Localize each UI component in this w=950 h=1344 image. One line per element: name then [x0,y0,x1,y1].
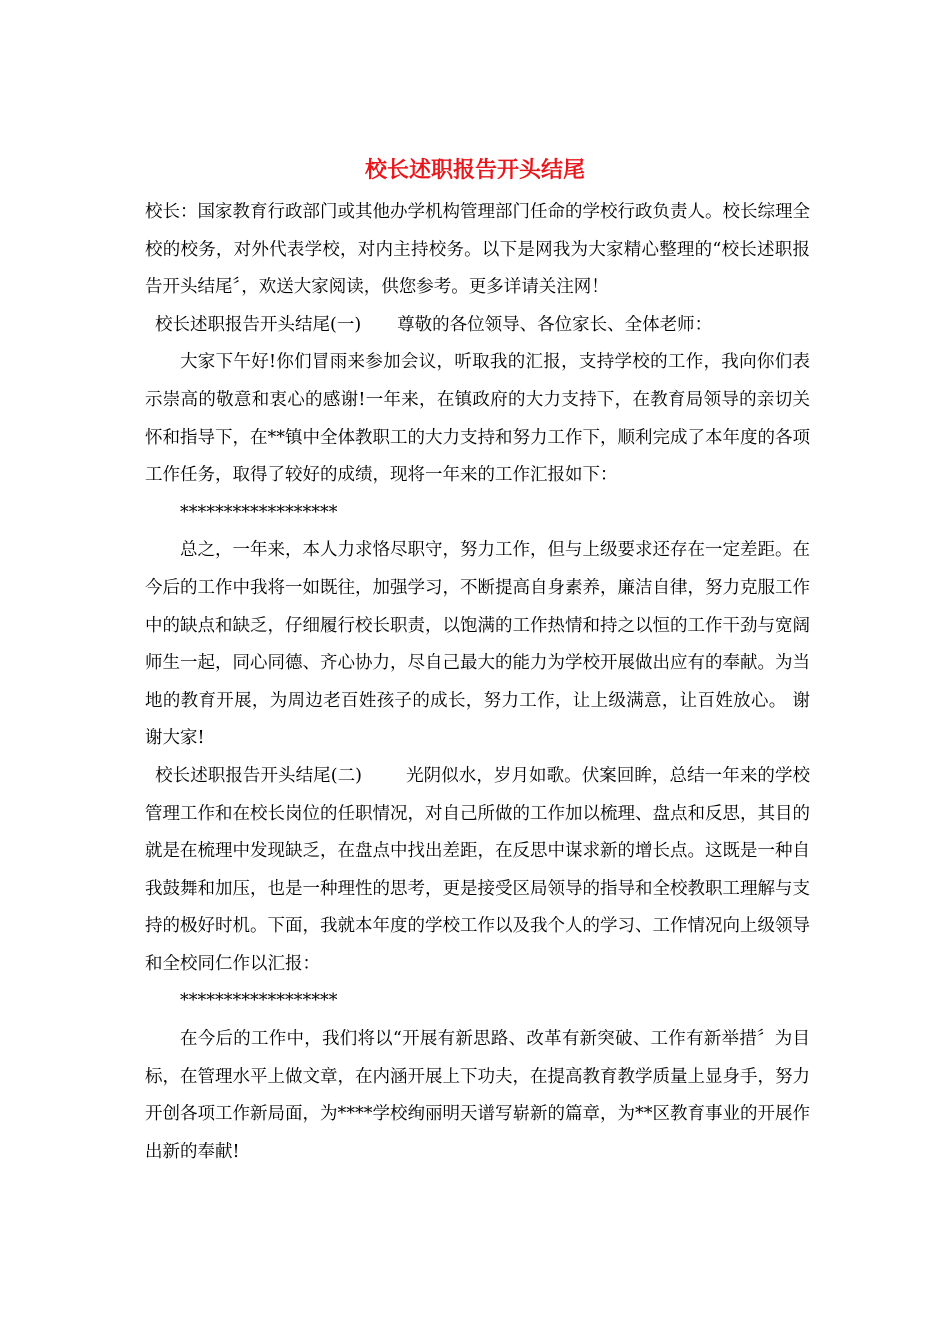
section1-paragraph-2: 总之，一年来，本人力求恪尽职守，努力工作，但与上级要求还存在一定差距。在今后的工作中我将一如既往，加强学习，不断提高自身素养，廉洁自律，努力克服工作中的缺点和缺乏，仔细履行校长职责，以饱满的工作热情和持之以恒的工作干劲与宽阔师生一起，同心同德、齐心协力，尽自己最大的能力为学校开展做出应有的奉献。为当地的教育开展，为周边老百姓孩子的成长，努力工作，让上级满意，让百姓放心。 谢谢大家! [145,540,810,749]
section2-paragraph-2: 在今后的工作中，我们将以“开展有新思路、改革有新突破、工作有新举措〞为目标，在管理水平上做文章，在内涵开展上下功夫，在提高教育教学质量上显身手，努力开创各项工作新局面，为****学校绚丽明天谱写崭新的篇章，为**区教育事业的开展作出新的奉献! [145,1029,810,1162]
section1-heading-line [145,307,810,345]
section1-paragraph-1: 大家下午好!你们冒雨来参加会议，听取我的汇报，支持学校的工作，我向你们表示崇高的敬意和衷心的感谢!一年来，在镇政府的大力支持下，在教育局领导的亲切关怀和指导下，在**镇中全体教职工的大力支持和努力工作下，顺利完成了本年度的各项工作任务，取得了较好的成绩，现将一年来的工作汇报如下： [145,352,810,486]
intro-paragraph: 校长：国家教育行政部门或其他办学机构管理部门任命的学校行政负责人。校长综理全校的校务，对外代表学校，对内主持校务。以下是网我为大家精心整理的“校长述职报告开头结尾〞，欢送大家阅读，供您参考。更多详请关注网！ [145,202,810,298]
section2-paragraph-1: 光阴似水，岁月如歌。伏案回眸，总结一年来的学校管理工作和在校长岗位的任职情况，对自己所做的工作加以梳理、盘点和反思，其目的就是在梳理中发现缺乏，在盘点中找出差距，在反思中谋求新的增长点。这既是一种自我鼓舞和加压，也是一种理性的思考，更是接受区局领导的指导和全校教职工理解与支持的极好时机。下面，我就本年度的学校工作以及我个人的学习、工作情况向上级领导和全校同仁作以汇报： [145,765,811,974]
section2-heading-paragraph [145,758,810,984]
section1-salutation: 尊敬的各位领导、各位家长、全体老师： [397,314,713,335]
section2-separator: ****************** [180,991,338,1012]
document-title: 校长述职报告开头结尾 [364,157,585,183]
document-body [145,194,810,1171]
section2-heading: 校长述职报告开头结尾(二) [155,765,363,786]
section1-heading: 校长述职报告开头结尾(一) [155,314,362,335]
section1-separator: ****************** [180,502,338,523]
